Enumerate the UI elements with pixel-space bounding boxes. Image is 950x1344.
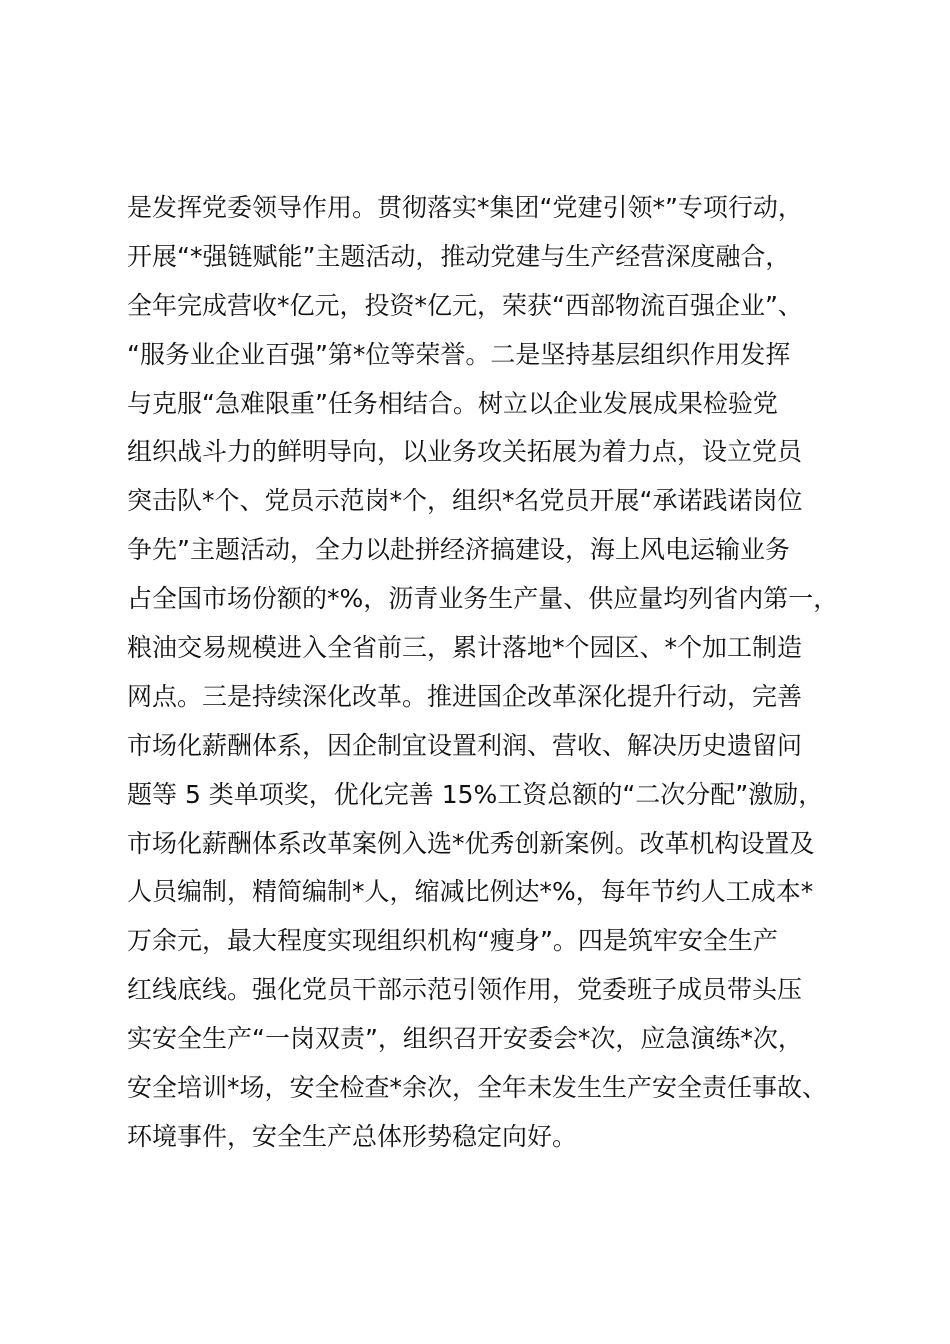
text-line-15: 人员编制，精简编制*人，缩减比例达*%，每年节约人工成本* [127, 877, 814, 907]
text-line-17: 红线底线。强化党员干部示范引领作用，党委班子成员带头压 [127, 975, 803, 1005]
text-line-7: 突击队*个、党员示范岗*个，组织*名党员开展“承诺践诺岗位 [127, 486, 803, 516]
text-line-12: 市场化薪酬体系，因企制宜设置利润、营收、解决历史遗留问 [127, 730, 803, 760]
text-line-2: 开展“*强链赋能”主题活动，推动党建与生产经营深度融合， [127, 241, 791, 271]
text-line-4: “服务业企业百强”第*位等荣誉。二是坚持基层组织作用发挥 [127, 339, 791, 369]
text-line-11: 网点。三是持续深化改革。推进国企改革深化提升行动，完善 [127, 681, 803, 711]
text-line-16: 万余元，最大程度实现组织机构“瘦身”。四是筑牢安全生产 [127, 926, 778, 956]
text-line-19: 安全培训*场，安全检查*余次，全年未发生生产安全责任事故、 [127, 1073, 828, 1103]
text-line-18: 实安全生产“一岗双责”，组织召开安委会*次，应急演练*次， [127, 1024, 803, 1054]
text-line-1: 是发挥党委领导作用。贯彻落实*集团“党建引领*”专项行动， [127, 193, 803, 222]
text-line-20: 环境事件，安全生产总体形势稳定向好。 [127, 1121, 578, 1151]
text-line-10: 粮油交易规模进入全省前三，累计落地*个园区、*个加工制造 [127, 633, 803, 663]
text-line-13: 题等 5 类单项奖，优化完善 15%工资总额的“二次分配”激励， [127, 779, 824, 809]
text-line-6: 组织战斗力的鲜明导向，以业务攻关拓展为着力点，设立党员 [127, 437, 803, 467]
text-line-14: 市场化薪酬体系改革案例入选*优秀创新案例。改革机构设置及 [127, 828, 815, 858]
text-line-3: 全年完成营收*亿元，投资*亿元，荣获“西部物流百强企业”、 [127, 290, 803, 320]
text-line-9: 占全国市场份额的*%，沥青业务生产量、供应量均列省内第一， [127, 584, 839, 614]
text-line-5: 与克服“急难限重”任务相结合。树立以企业发展成果检验党 [127, 388, 778, 418]
body-paragraph [127, 184, 867, 1162]
text-line-8: 争先”主题活动，全力以赴拼经济搞建设，海上风电运输业务 [127, 535, 790, 565]
